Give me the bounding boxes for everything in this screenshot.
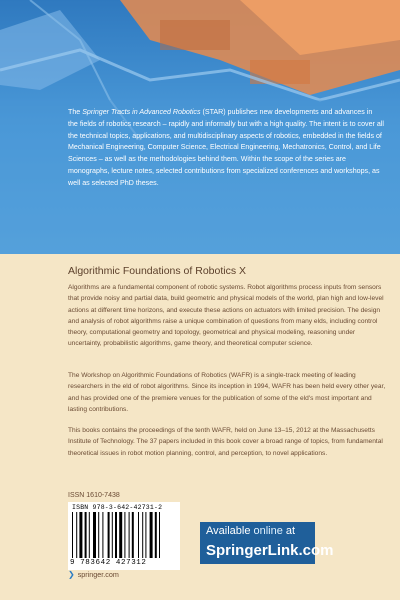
barcode-bar: [124, 512, 125, 558]
barcode-bar: [145, 512, 146, 558]
paragraph-proceedings: This books contains the proceedings of the tenth WAFR, held on June 13–15, 2012 at the Massachusetts Institute of Technology. The 37 papers included in this book cover a broad range of topics, from fundamental theoretical issues in robot motion planning, control, and perception, to novel applications.: [68, 427, 383, 457]
barcode-bar: [76, 512, 77, 558]
paragraph-wafr: The Workshop on Algorithmic Foundations of Robotics (WAFR) is a single-track meeting of leading researchers in the eld of robot algorithms. Since its inception in 1994, WAFR has been held every other year, and has provided one of the premiere venues for the publication of some of the eld's most important and lasting contributions.: [68, 372, 386, 413]
series-intro-before: The: [68, 108, 83, 116]
barcode-bar: [142, 512, 143, 558]
barcode-bar: [132, 512, 134, 558]
barcode-bar: [108, 512, 110, 558]
series-description: [68, 107, 384, 190]
barcode-bar: [115, 512, 117, 558]
barcode-bar: [150, 512, 153, 558]
barcode-bar: [129, 512, 130, 558]
isbn-barcode: [68, 502, 180, 570]
online-label: online: [253, 525, 283, 537]
arrow-right-icon: ❯: [68, 570, 75, 579]
springer-url: springer.com: [77, 570, 119, 579]
barcode-bar: [138, 512, 139, 558]
available-label: Available: [206, 525, 254, 537]
barcode-bar: [102, 512, 103, 558]
springer-link[interactable]: [68, 570, 119, 579]
springerlink-url: SpringerLink.com: [206, 542, 334, 559]
barcode-bar: [85, 512, 87, 558]
barcode-bar: [119, 512, 122, 558]
series-name: Springer Tracts in Advanced Robotics: [82, 108, 201, 116]
barcode-bars: [68, 512, 180, 562]
barcode-bar: [159, 512, 160, 558]
book-title: Algorithmic Foundations of Robotics X: [68, 265, 247, 277]
cover-photo: [0, 0, 400, 254]
barcode-bar: [93, 512, 96, 558]
barcode-bar: [155, 512, 157, 558]
at-label: at: [282, 525, 296, 537]
springerlink-badge[interactable]: [200, 522, 334, 564]
available-online-text: [206, 525, 295, 537]
barcode-bar: [79, 512, 82, 558]
paragraph-algorithms: Algorithms are a fundamental component of robotic systems. Robot algorithms process inputs from sensors that provide noisy and partial data, build geometric and physical models of the world, plan high and low-level actions at different time horizons, and execute these actions on actuators with limited precision. The design and analysis of robot algorithms raise a unique combination of questions from many elds, including control theory, computational geometry and topology, geometrical and physical modeling, reasoning under uncertainty, probabilistic algorithms, game theory, and theoretical computer science.: [68, 284, 384, 348]
issn: ISSN 1610-7438: [68, 492, 120, 499]
series-intro-after: (STAR) publishes new developments and advances in the fields of robotics research – rapidly and informally but with a high quality. The intent is to cover all the technical topics, applications, and multidisciplinary aspects of robotics, embedded in the fields of Mechanical Engineering, Computer Science, Electrical Engineering, Mechatronics, Control, and Life Sciences – as well as the methodologies behind them. Within the scope of the series are monographs, lecture notes, selected contributions from specialized conferences and workshops, as well as selected PhD theses.: [68, 108, 384, 187]
barcode-bar: [89, 512, 90, 558]
barcode-bar: [98, 512, 99, 558]
barcode-bar: [72, 512, 73, 558]
isbn-digits: 9 783642 427312: [70, 559, 147, 567]
isbn-text: ISBN 978-3-642-42731-2: [72, 504, 163, 511]
barcode-bar: [112, 512, 113, 558]
